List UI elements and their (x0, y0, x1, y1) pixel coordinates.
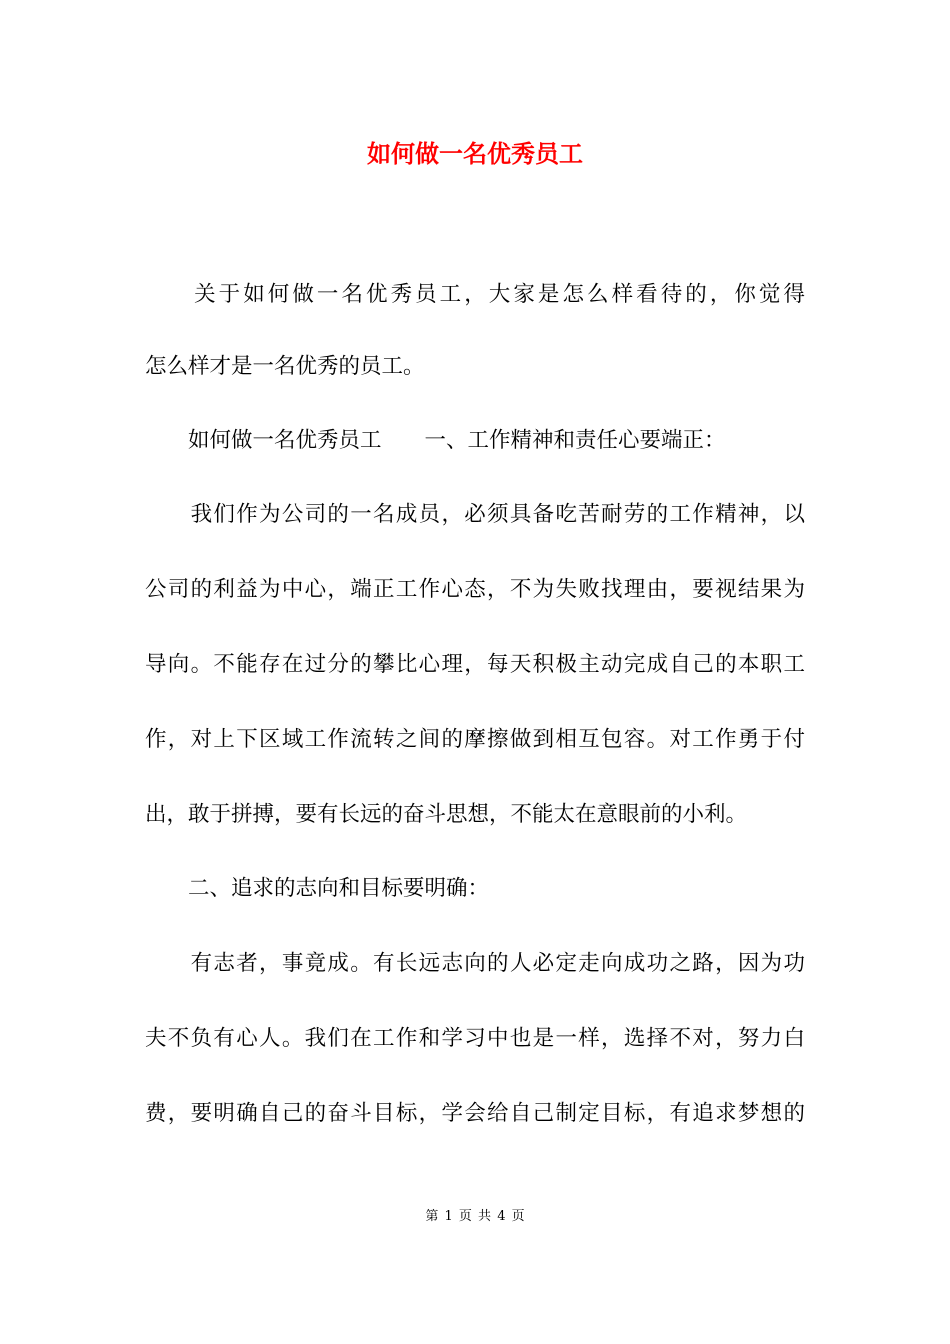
body-line-4: 我们作为公司的一名成员，必须具备吃苦耐劳的工作精神，以 (145, 502, 805, 527)
body-line-7: 作，对上下区域工作流转之间的摩擦做到相互包容。对工作勇于付 (145, 727, 805, 752)
body-line-11: 夫不负有心人。我们在工作和学习中也是一样，选择不对，努力白 (145, 1026, 805, 1051)
body-line-8: 出，敢于拼搏，要有长远的奋斗思想，不能太在意眼前的小利。 (145, 802, 748, 827)
body-line-12: 费，要明确自己的奋斗目标，学会给自己制定目标，有追求梦想的 (145, 1101, 805, 1126)
body-line-9: 二、追求的志向和目标要明确： (145, 876, 490, 901)
body-line-6: 导向。不能存在过分的攀比心理，每天积极主动完成自己的本职工 (145, 652, 805, 677)
page-number-footer: 第 1 页 共 4 页 (425, 1209, 525, 1224)
body-line-5: 公司的利益为中心，端正工作心态，不为失败找理由，要视结果为 (145, 577, 805, 602)
document-title: 如何做一名优秀员工 (367, 139, 583, 168)
body-line-3: 如何做一名优秀员工 一、工作精神和责任心要端正： (145, 428, 726, 453)
body-line-10: 有志者，事竟成。有长远志向的人必定走向成功之路，因为功 (145, 951, 805, 976)
body-line-1: 关于如何做一名优秀员工，大家是怎么样看待的，你觉得 (145, 282, 805, 307)
body-line-2: 怎么样才是一名优秀的员工。 (145, 354, 425, 379)
